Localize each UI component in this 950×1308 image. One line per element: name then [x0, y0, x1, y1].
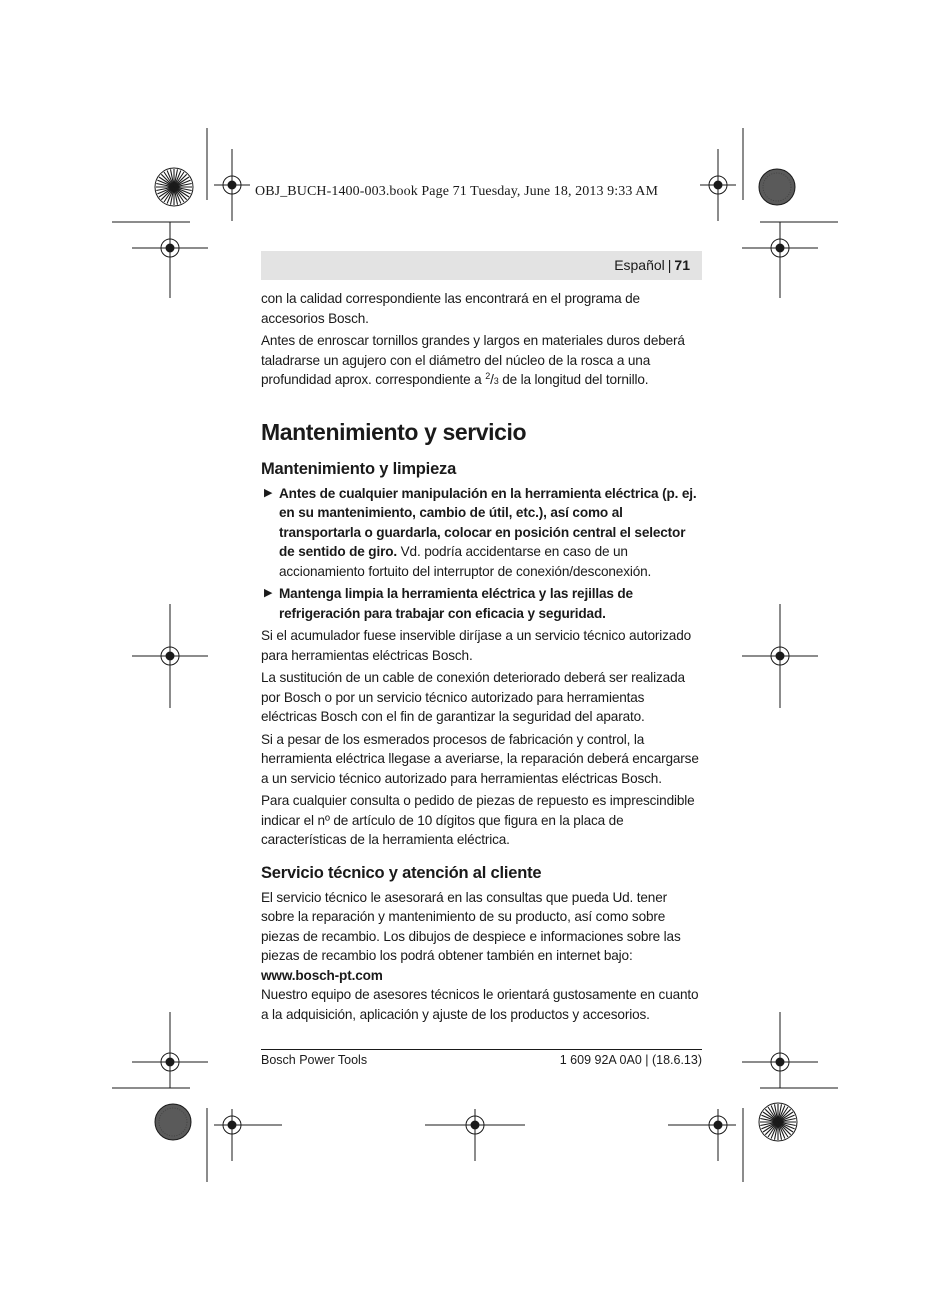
header-text — [614, 257, 690, 273]
halftone-disc — [759, 169, 795, 205]
fraction-numerator: 2 — [485, 371, 491, 381]
intro-paragraph-2 — [261, 331, 702, 390]
print-slug: OBJ_BUCH-1400-003.book Page 71 Tuesday, June 18, 2013 9:33 AM — [255, 184, 659, 199]
subsection-title-service: Servicio técnico y atención al cliente — [261, 863, 542, 882]
halftone-disc — [155, 1104, 191, 1140]
header-page-number: 71 — [674, 257, 690, 273]
website-url: www.bosch-pt.com — [261, 967, 383, 983]
battery-paragraph: Si el acumulador fuese inservible diríjase a un servicio técnico autorizado para herramientas eléctricas Bosch. — [261, 628, 692, 663]
team-paragraph: Nuestro equipo de asesores técnicos le orientará gustosamente en cuanto a la adquisición, aplicación y ajuste de los productos y accesorios. — [261, 987, 699, 1022]
fraction-denominator: 3 — [493, 376, 499, 386]
warning-bullet-1 — [261, 484, 702, 582]
bullet-arrow-icon: ▶ — [264, 587, 273, 599]
intro-paragraph-1: con la calidad correspondiente las encontrará en el programa de accesorios Bosch. — [261, 291, 640, 326]
bullet-1-text: Vd. podría accidentarse en caso de un accionamiento fortuito del interruptor de conexión/desconexión. — [279, 544, 652, 579]
fraction-slash: / — [490, 372, 494, 387]
bullet-arrow-icon: ▶ — [264, 486, 273, 499]
starburst-mark — [759, 1103, 797, 1141]
repair-paragraph: Si a pesar de los esmerados procesos de fabricación y control, la herramienta eléctrica llegase a averiarse, la reparación deberá encargarse a un servicio técnico autorizado para herramientas eléctricas Bosch. — [261, 731, 699, 786]
running-header — [261, 251, 702, 280]
parts-paragraph: Para cualquier consulta o pedido de piezas de repuesto es imprescindible indicar el nº de artículo de 10 dígitos que figura en la placa de características de la herramienta eléctrica. — [261, 793, 695, 847]
warning-bullet-2 — [261, 584, 702, 623]
subsection-title-maintenance: Mantenimiento y limpieza — [261, 459, 457, 478]
footer-brand: Bosch Power Tools — [261, 1053, 368, 1067]
starburst-mark — [155, 168, 193, 206]
section-title: Mantenimiento y servicio — [261, 418, 527, 445]
intro-p2-end: de la longitud del tornillo. — [498, 372, 649, 387]
service-paragraph: El servicio técnico le asesorará en las consultas que pueda Ud. tener sobre la reparación y mantenimiento de su producto, así como sobre piezas de recambio. Los dibujos de despiece e informaciones sobre las piezas de recambio los podrá obtener también en internet bajo: — [261, 889, 681, 963]
footer-rule — [261, 1049, 702, 1050]
cable-paragraph: La sustitución de un cable de conexión deteriorado deberá ser realizada por Bosch o por un servicio técnico autorizado para herramientas eléctricas Bosch con el fin de garantizar la seguridad del aparato. — [261, 670, 685, 724]
intro-p2-text: Antes de enroscar tornillos grandes y largos en materiales duros deberá taladrarse un agujero con el diámetro del núcleo de la rosca a una profundidad aprox. correspondiente a — [261, 333, 685, 387]
bullet-2-bold: Mantenga limpia la herramienta eléctrica y las rejillas de refrigeración para trabajar con eficacia y seguridad. — [279, 586, 633, 621]
footer-doc-code: 1 609 92A 0A0 | (18.6.13) — [559, 1053, 702, 1067]
bullet-1-bold: Antes de cualquier manipulación en la herramienta eléctrica (p. ej. en su mantenimiento, cambio de útil, etc.), así como al transportarla o guardarla, colocar en posición central el selector de sentido de giro. — [279, 485, 697, 559]
header-language: Español — [614, 257, 665, 273]
page-content — [261, 289, 702, 1027]
header-separator: | — [667, 257, 672, 273]
